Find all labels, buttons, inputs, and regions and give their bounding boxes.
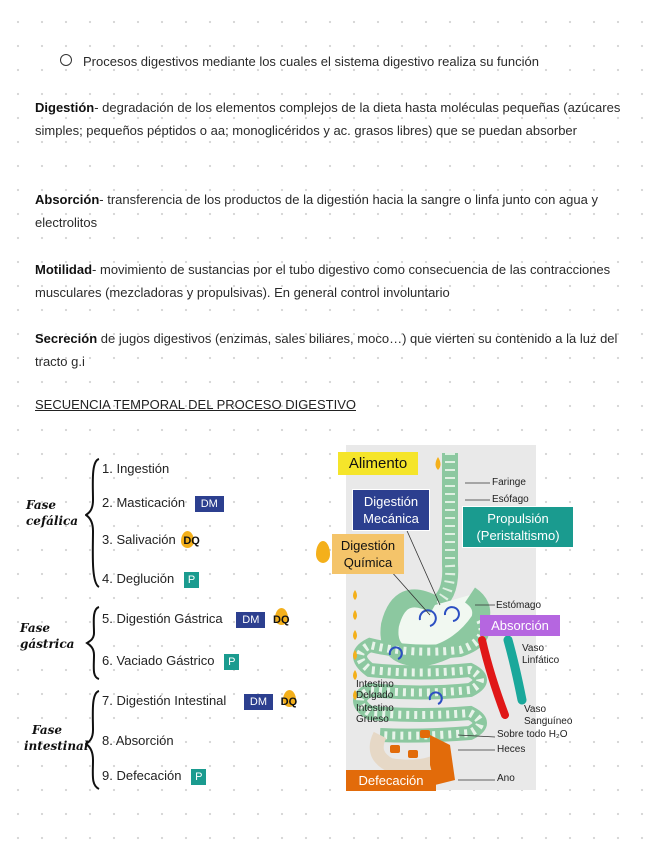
definition-text: - transferencia de los productos de la digestión hacia la sangre o linfa junto con agua y electrolitos xyxy=(35,192,598,230)
sequence-title: SECUENCIA TEMPORAL DEL PROCESO DIGESTIVO xyxy=(35,397,356,412)
step-text: 9. Defecación xyxy=(102,768,182,783)
phase-label-line2: cefálica xyxy=(26,514,79,528)
digestive-diagram xyxy=(310,445,630,790)
step-ingestion xyxy=(102,461,169,476)
definition-term: Digestión xyxy=(35,100,95,115)
definition-term: Secreción xyxy=(35,331,98,346)
feces-blob xyxy=(408,750,418,758)
brace-cefalica xyxy=(86,459,99,587)
definition-motilidad xyxy=(35,258,625,304)
phase-label-line1: Fase xyxy=(20,621,51,635)
vaso-sanguineo-label xyxy=(524,704,572,728)
phase-label-line1: Fase xyxy=(32,723,63,737)
propulsion-label xyxy=(462,506,574,548)
definition-secrecion xyxy=(35,327,625,373)
feces-blob xyxy=(420,730,430,738)
step-text: 2. Masticación xyxy=(102,495,186,510)
bullet-circle-icon xyxy=(60,54,72,66)
step-deglucion xyxy=(102,571,199,588)
definition-text: de jugos digestivos (enzimas, sales biliares, moco…) que vierten su contenido a la luz del tracto g.i xyxy=(35,331,618,369)
step-defecacion xyxy=(102,768,206,785)
intestino-grueso-line1: Intestino xyxy=(356,703,394,714)
definition-text: - movimiento de sustancias por el tubo digestivo como consecuencia de las contracciones musculares (mezcladoras y propulsivas). En general control involuntario xyxy=(35,262,611,300)
digestion-mecanica-label xyxy=(352,489,430,531)
alimento-label: Alimento xyxy=(338,452,418,475)
digestion-quimica-label xyxy=(332,534,404,574)
phase-label-line2: gástrica xyxy=(20,637,75,651)
propulsion-line2: (Peristaltismo) xyxy=(476,528,560,543)
propulsion-line1: Propulsión xyxy=(487,511,549,526)
definition-digestion xyxy=(35,96,625,142)
tag-p: P xyxy=(224,654,239,670)
brace-gastrica xyxy=(87,607,99,679)
intestino-grueso-line2: Grueso xyxy=(356,714,389,725)
step-masticacion xyxy=(102,495,224,512)
sobre-todo-label: Sobre todo H₂O xyxy=(497,729,568,740)
step-salivacion xyxy=(102,532,200,547)
intestino-delgado-line2: Delgado xyxy=(356,690,394,701)
tag-dm: DM xyxy=(195,496,224,512)
definition-absorcion xyxy=(35,188,625,234)
faringe-label: Faringe xyxy=(492,477,526,488)
tag-dm: DM xyxy=(236,612,265,628)
tag-dq: DQ xyxy=(273,614,290,626)
digestion-mecanica-line1: Digestión xyxy=(363,494,419,509)
estomago-label: Estómago xyxy=(496,600,542,611)
intestino-delgado-line1: Intestino xyxy=(356,679,394,690)
vaso-sanguineo-line1: Vaso xyxy=(524,704,547,715)
phase-label-intestinal xyxy=(24,722,88,754)
heces-label: Heces xyxy=(497,744,526,755)
vaso-sanguineo-line2: Sanguíneo xyxy=(524,716,573,727)
feces-blob xyxy=(390,745,400,753)
esofago-label: Esófago xyxy=(492,494,529,505)
step-text: 6. Vaciado Gástrico xyxy=(102,653,215,668)
definition-text: - degradación de los elementos complejos de la dieta hasta moléculas pequeñas (azúcares simples; pequeños péptidos o aa; monoglicéridos y ac. grasos libres) que se puedan absorber xyxy=(35,100,621,138)
intestino-grueso-label xyxy=(356,703,394,725)
phase-label-line2: intestinal xyxy=(24,739,89,753)
step-text: 5. Digestión Gástrica xyxy=(102,611,223,626)
tag-p: P xyxy=(184,572,199,588)
definition-term: Absorción xyxy=(35,192,100,207)
tag-dq: DQ xyxy=(183,535,200,547)
step-text: 4. Deglución xyxy=(102,571,175,586)
step-text: 1. Ingestión xyxy=(102,461,170,476)
drop-icon xyxy=(316,541,330,563)
step-digestion-gastrica xyxy=(102,611,290,628)
phase-label-cefalica xyxy=(26,497,78,529)
digestion-mecanica-line2: Mecánica xyxy=(363,511,419,526)
step-digestion-intestinal xyxy=(102,693,297,710)
tag-dm: DM xyxy=(244,694,273,710)
step-absorcion xyxy=(102,733,174,748)
phase-label-line1: Fase xyxy=(26,498,57,512)
vaso-linfatico-line2: Linfático xyxy=(522,655,560,666)
digestion-quimica-line1: Digestión xyxy=(340,538,396,553)
phase-label-gastrica xyxy=(20,620,74,652)
intestino-delgado-label xyxy=(356,679,394,701)
digestion-quimica-line2: Química xyxy=(343,555,393,570)
intro-bullet-text: Procesos digestivos mediante los cuales el sistema digestivo realiza su función xyxy=(83,54,539,69)
vaso-linfatico-line1: Vaso xyxy=(522,643,545,654)
step-text: 7. Digestión Intestinal xyxy=(102,693,227,708)
ano-label: Ano xyxy=(497,773,515,784)
vaso-linfatico-label xyxy=(522,643,559,667)
tag-p: P xyxy=(191,769,206,785)
absorcion-label: Absorción xyxy=(480,615,560,636)
step-vaciado-gastrico xyxy=(102,653,239,670)
step-text: 8. Absorción xyxy=(102,733,174,748)
definition-term: Motilidad xyxy=(35,262,93,277)
step-text: 3. Salivación xyxy=(102,532,176,547)
tag-dq: DQ xyxy=(281,696,298,708)
defecacion-label: Defecación xyxy=(346,770,436,791)
